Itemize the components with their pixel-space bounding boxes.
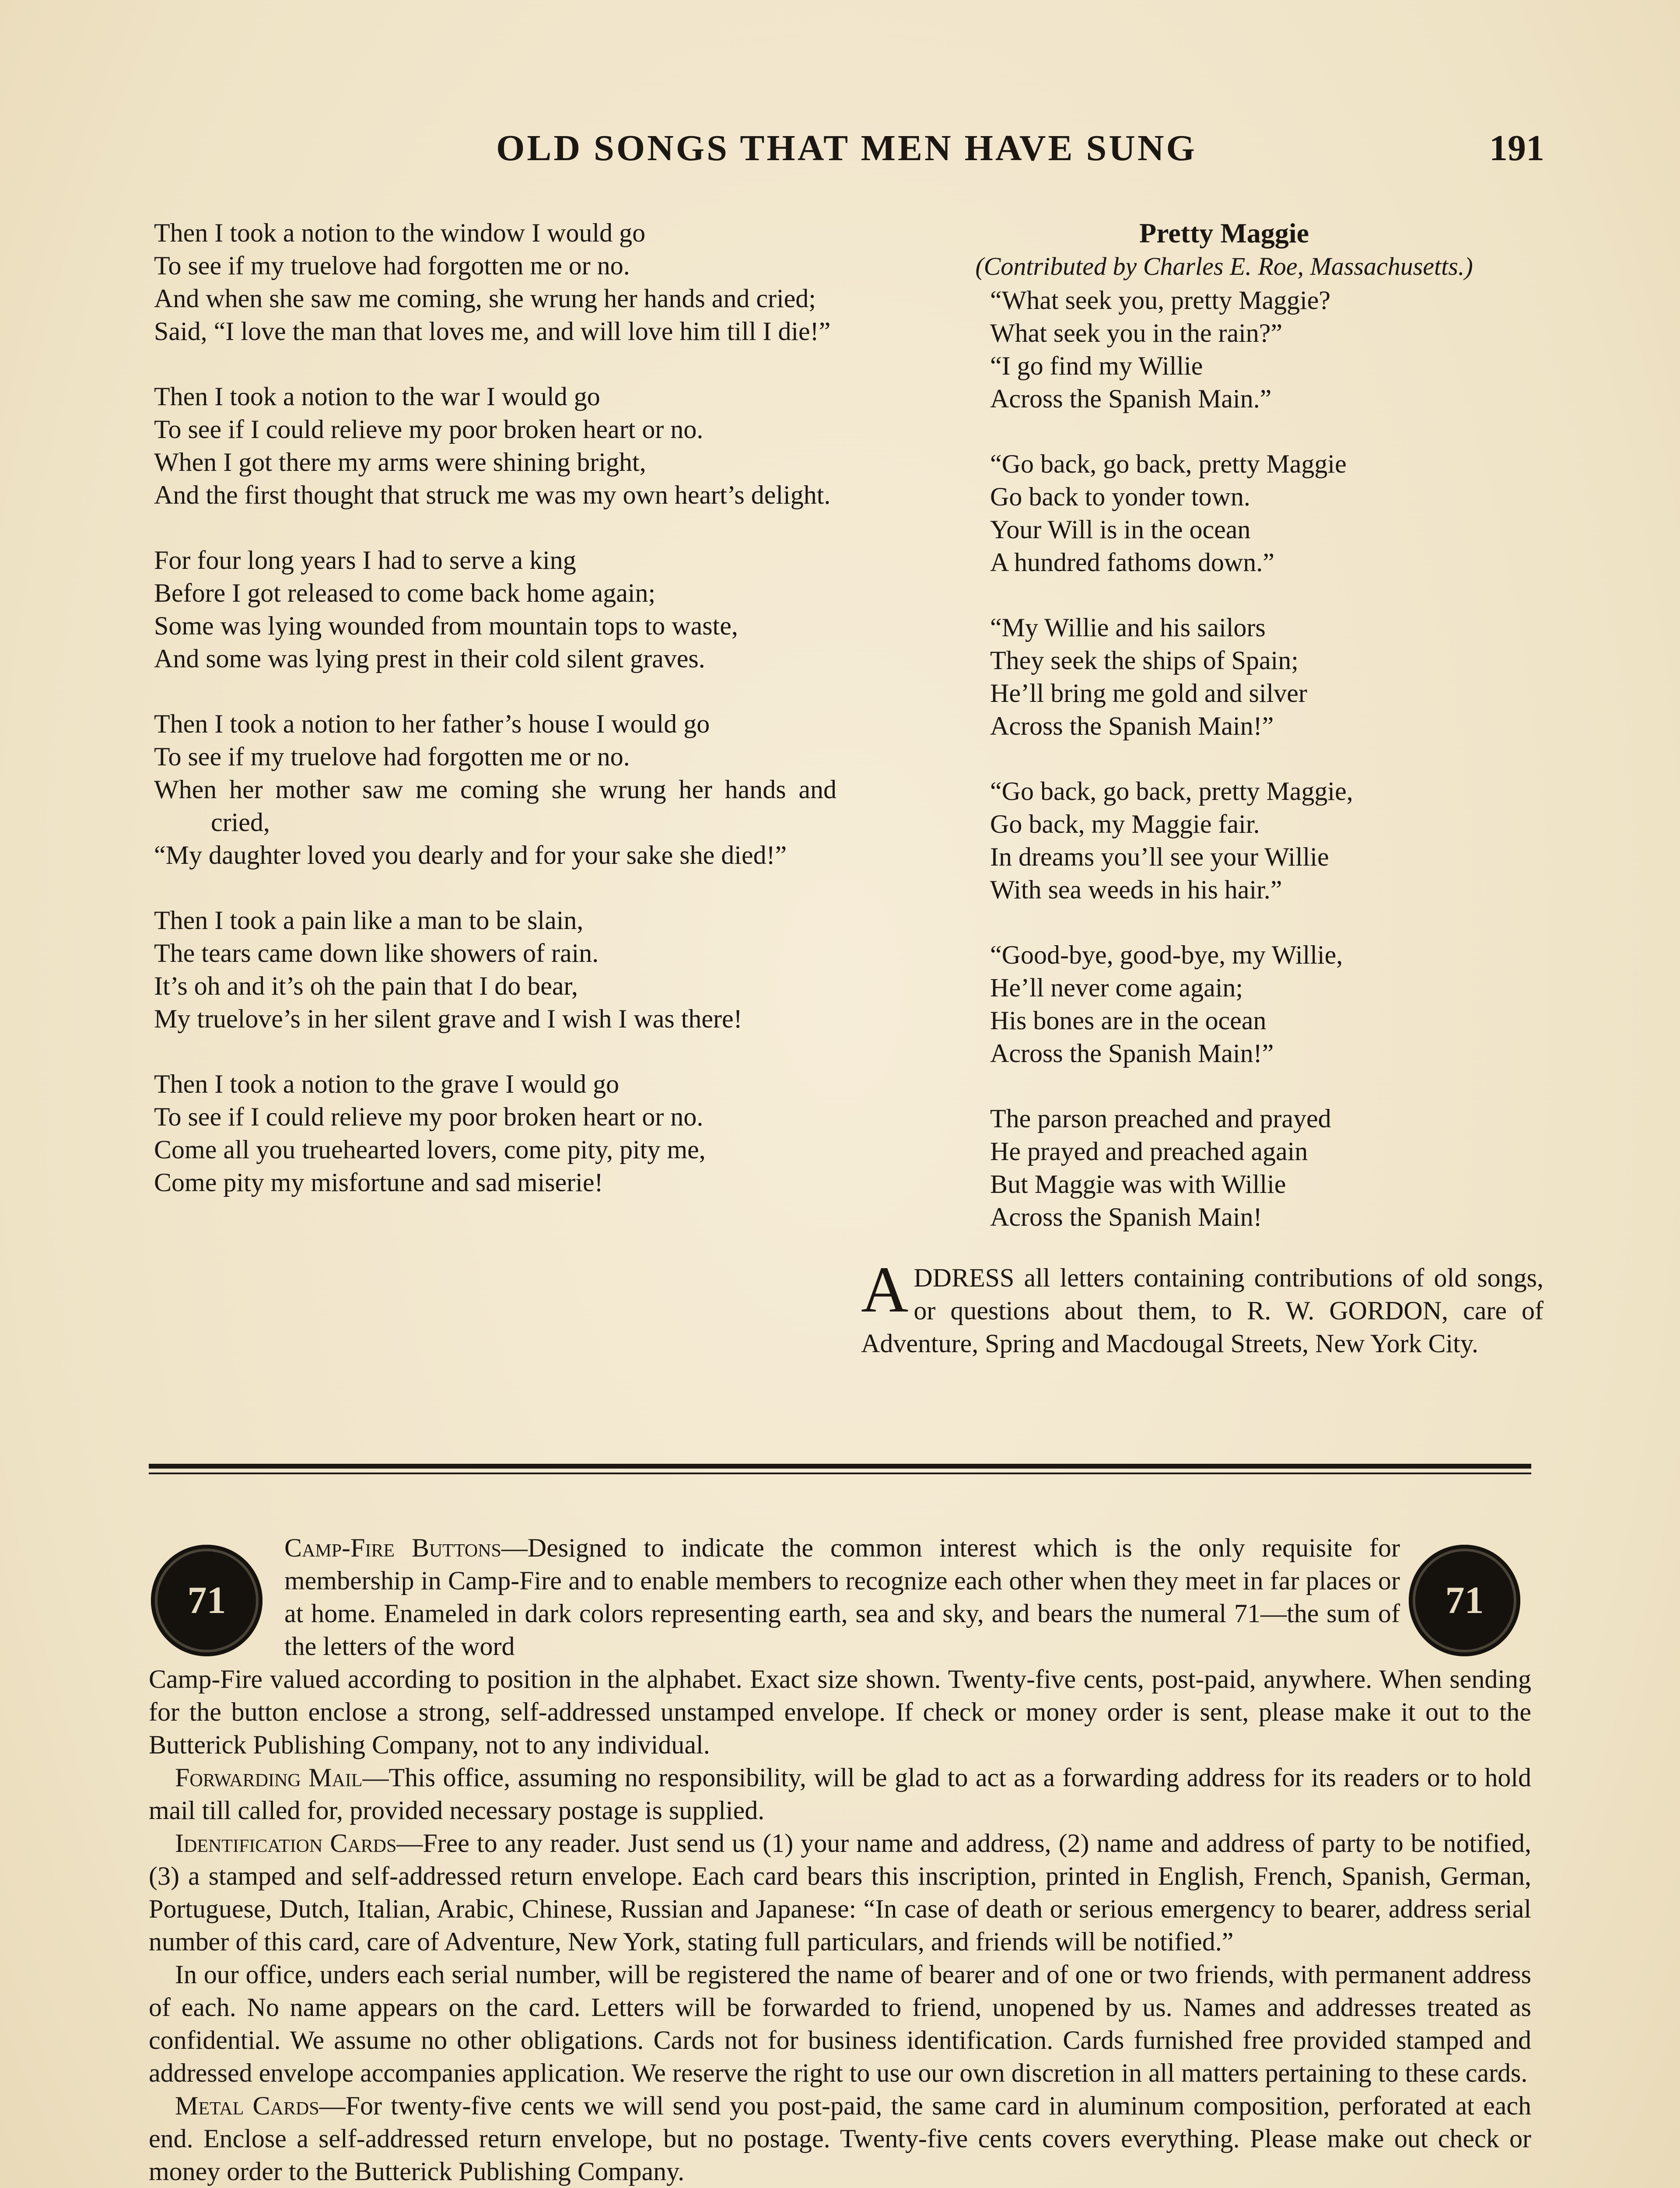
verse-line: To see if I could relieve my poor broken heart or no. xyxy=(154,415,704,444)
verse-line: In dreams you’ll see your Willie xyxy=(990,842,1329,871)
verse-line: The tears came down like showers of rain. xyxy=(154,939,599,968)
address-text: DDRESS all letters containing contributions of old songs, or questions about them, to R. W. GORDON, care of Adventure, Spring and Macdougal Streets, New York City. xyxy=(861,1263,1544,1358)
stanza xyxy=(154,544,836,675)
verse-line: To see if I could relieve my poor broken heart or no. xyxy=(154,1102,704,1131)
verse-line: What seek you in the rain?” xyxy=(990,319,1283,347)
verse-line: It’s oh and it’s oh the pain that I do bear, xyxy=(154,971,578,1000)
verse-line: Go back to yonder town. xyxy=(990,482,1250,511)
verse-line: “Go back, go back, pretty Maggie, xyxy=(990,777,1353,806)
verse-line: His bones are in the ocean xyxy=(990,1006,1267,1035)
camp-fire-button-badge-right: 71 xyxy=(1409,1545,1520,1656)
verse-line: Across the Spanish Main.” xyxy=(990,384,1272,413)
divider-thick-rule xyxy=(149,1464,1531,1469)
verse-line: “Good-bye, good-bye, my Willie, xyxy=(990,940,1343,969)
notice-forwarding-mail xyxy=(149,1761,1531,1827)
stanza xyxy=(154,217,836,348)
section-divider xyxy=(149,1464,1531,1474)
stanza xyxy=(861,611,1544,743)
verse-line: He prayed and preached again xyxy=(990,1137,1308,1166)
verse-line: They seek the ships of Spain; xyxy=(990,646,1298,675)
notices-section xyxy=(149,1532,1531,2188)
verse-line: My truelove’s in her silent grave and I wish I was there! xyxy=(154,1004,742,1033)
running-head: OLD SONGS THAT MEN HAVE SUNG xyxy=(496,128,1197,168)
verse-line: Some was lying wounded from mountain tops to waste, xyxy=(154,611,738,640)
verse-line: To see if my truelove had forgotten me or no. xyxy=(154,742,630,771)
verse-line: Come pity my misfortune and sad miserie! xyxy=(154,1168,603,1197)
stanza xyxy=(154,380,836,512)
verse-line: A hundred fathoms down.” xyxy=(990,548,1274,577)
page-header xyxy=(149,127,1544,184)
verse-line: Your Will is in the ocean xyxy=(990,515,1251,544)
camp-fire-button-badge-left: 71 xyxy=(151,1545,262,1656)
verse-line: Before I got released to come back home again; xyxy=(154,579,656,607)
divider-thin-rule xyxy=(149,1473,1531,1474)
verse-line: “My daughter loved you dearly and for your sake she died!” xyxy=(154,841,787,870)
stanza xyxy=(861,448,1544,579)
verse-line: Come all you truehearted lovers, come pity, pity me, xyxy=(154,1135,706,1164)
notice-metal-cards xyxy=(149,2090,1531,2188)
notice-body: —This office, assuming no responsibility, will be glad to act as a forwarding address for its readers or to hold mail till called for, provided necessary postage is supplied. xyxy=(149,1763,1532,1825)
address-note xyxy=(861,1253,1544,1360)
stanza xyxy=(861,284,1544,415)
notice-title: Identification Cards xyxy=(175,1829,397,1858)
notice-body: —Free to any reader. Just send us (1) your name and address, (2) name and address of party to be notified, (3) a stamped and self-addressed return envelope. Each card bears this inscription, printed in English, French, Spanish, German, Portuguese, Dutch, Italian, Arabic, Chinese, Russian and Japanese: “In case of death or serious emergency to bearer, address serial number of this card, care of Adventure, New York, stating full particulars, and friends will be notified.” xyxy=(149,1829,1531,1956)
verse-line: Go back, my Maggie fair. xyxy=(990,810,1260,838)
notice-camp-fire-buttons-continued: Camp-Fire valued according to position in the alphabet. Exact size shown. Twenty-five cents, post-paid, anywhere. When sending for the button enclose a strong, self-addressed unstamped envelope. If check or money order is sent, please make it out to the Butterick Publishing Company, not to any individual. xyxy=(149,1665,1531,1759)
notice-title: Forwarding Mail xyxy=(175,1763,363,1792)
verse-line: And when she saw me coming, she wrung her hands and cried; xyxy=(154,284,816,313)
notice-body: —For twenty-five cents we will send you post-paid, the same card in aluminum composition, perforated at each end. Enclose a self-addressed return envelope, but no postage. Twenty-five cents covers everything. Please make out check or money order to the Butterick Publishing Company. xyxy=(149,2091,1532,2186)
verse-line: To see if my truelove had forgotten me or no. xyxy=(154,251,630,280)
verse-line: With sea weeds in his hair.” xyxy=(990,875,1282,904)
verse-line: When I got there my arms were shining bright, xyxy=(154,448,646,477)
verse-line: And the first thought that struck me was my own heart’s delight. xyxy=(154,480,831,509)
verse-line: The parson preached and prayed xyxy=(990,1104,1331,1133)
song-credit: (Contributed by Charles E. Roe, Massachusetts.) xyxy=(975,252,1473,281)
song-title: Pretty Maggie xyxy=(1139,217,1309,249)
verse-line: Then I took a pain like a man to be slain, xyxy=(154,906,584,935)
stanza xyxy=(154,708,836,872)
notice-title: Camp-Fire Buttons xyxy=(284,1533,501,1562)
verse-line: “My Willie and his sailors xyxy=(990,613,1266,642)
right-column xyxy=(861,217,1544,1360)
stanza xyxy=(861,939,1544,1070)
stanza xyxy=(861,1102,1544,1234)
stanza xyxy=(154,904,836,1035)
verse-line: Then I took a notion to her father’s house I would go xyxy=(154,709,710,738)
verse-line: He’ll never come again; xyxy=(990,973,1243,1002)
pretty-maggie-verses xyxy=(861,284,1544,1234)
verse-line: Across the Spanish Main! xyxy=(990,1203,1262,1231)
notice-body: —Designed to indicate the common interest which is the only requisite for membership in Camp-Fire and to enable members to recognize each other when they meet in far places or at home. Enameled in dark colors representing earth, sea and sky, and bears the numeral 71—the sum of the letters of the word xyxy=(284,1533,1400,1661)
verse-line: For four long years I had to serve a king xyxy=(154,546,576,575)
verse-line: Across the Spanish Main!” xyxy=(990,1039,1274,1068)
verse-line: “I go find my Willie xyxy=(990,351,1203,380)
verse-line: Across the Spanish Main!” xyxy=(990,712,1274,740)
notice-identification-cards xyxy=(149,1827,1531,1958)
stanza xyxy=(861,775,1544,906)
page-number: 191 xyxy=(1489,128,1544,168)
verse-line: He’ll bring me gold and silver xyxy=(990,679,1307,708)
verse-line: But Maggie was with Willie xyxy=(990,1170,1286,1199)
verse-line: Then I took a notion to the window I would go xyxy=(154,218,646,247)
stanza xyxy=(154,1068,836,1199)
verse-line: When her mother saw me coming she wrung her hands and cried, xyxy=(154,775,836,837)
verse-line: “Go back, go back, pretty Maggie xyxy=(990,449,1347,478)
verse-line: And some was lying prest in their cold silent graves. xyxy=(154,644,705,673)
notice-title: Metal Cards xyxy=(175,2091,319,2120)
notice-camp-fire-buttons xyxy=(149,1532,1531,1663)
drop-cap: A xyxy=(861,1253,909,1326)
verse-line: Then I took a notion to the war I would go xyxy=(154,382,600,411)
verse-line: Then I took a notion to the grave I would go xyxy=(154,1069,620,1098)
notice-office-registration: In our office, unders each serial number, will be registered the name of bearer and of one or two friends, with permanent address of each. No name appears on the card. Letters will be forwarded to friend, unopened by us. Names and addresses treated as confidential. We assume no other obligations. Cards not for business identification. Cards furnished free provided stamped and addressed envelope accompanies application. We reserve the right to use our own discretion in all matters pertaining to these cards. xyxy=(149,1960,1531,2087)
verse-line: “What seek you, pretty Maggie? xyxy=(990,286,1331,315)
left-column-song xyxy=(154,217,836,1231)
verse-line: Said, “I love the man that loves me, and will love him till I die!” xyxy=(154,317,831,346)
